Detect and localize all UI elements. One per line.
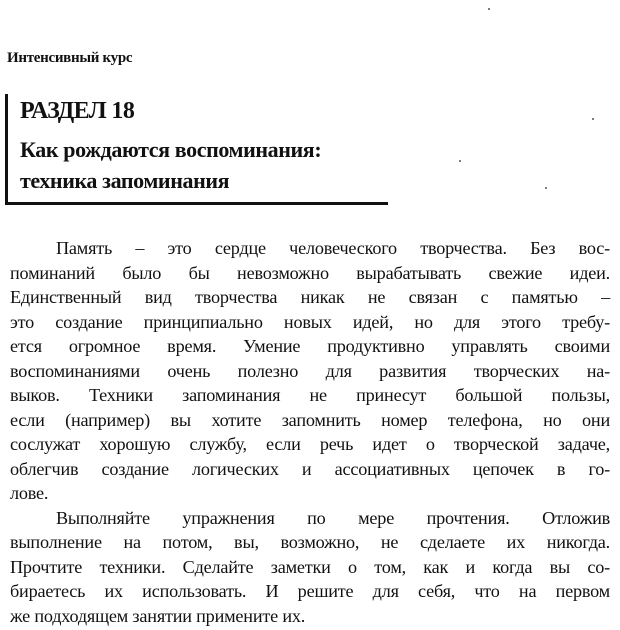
- scan-speck: [545, 187, 547, 189]
- body-text: [10, 236, 610, 628]
- text-line: ется огромное время. Умение продуктивно управлять своими: [10, 336, 610, 356]
- section-subtitle: [20, 134, 321, 196]
- text-line: же подходящем занятии примените их.: [10, 605, 306, 626]
- paragraph-1: [10, 236, 610, 506]
- text-line: выполнение на потом, вы, возможно, не сделаете их никогда.: [10, 532, 610, 552]
- paragraph-2: [10, 506, 610, 629]
- text-line: облегчив создание логических и ассоциативных цепочек в го-: [10, 458, 610, 479]
- text-line: Выполняйте упражнения по мере прочтения. Отложив: [56, 507, 610, 528]
- scan-speck: [488, 8, 490, 10]
- section-header-block: [5, 94, 388, 205]
- text-line: сослужат хорошую службу, если речь идет о творческой задаче,: [10, 434, 610, 454]
- scan-speck: [459, 160, 461, 162]
- text-line: лове.: [10, 483, 49, 503]
- text-line: выков. Техники запоминания не принесут большой пользы,: [10, 385, 610, 405]
- text-line: Единственный вид творчества никак не связан с памятью –: [10, 287, 610, 307]
- section-subtitle-line: Как рождаются воспоминания:: [20, 137, 322, 162]
- text-line: это создание принципиально новых идей, но для этого требу-: [10, 311, 610, 332]
- text-line: Память – это сердце человеческого творчества. Без вос-: [56, 238, 610, 258]
- text-line: Прочтите техники. Сделайте заметки о том, как и когда вы со-: [10, 556, 610, 577]
- text-line: если (например) вы хотите запомнить номер телефона, но они: [10, 409, 610, 430]
- section-title: РАЗДЕЛ 18: [20, 98, 135, 124]
- text-line: воспоминаниями очень полезно для развития творческих на-: [10, 360, 610, 381]
- section-subtitle-line: техника запоминания: [20, 168, 230, 193]
- scan-speck: [592, 118, 594, 120]
- running-head: Интенсивный курс: [7, 50, 133, 66]
- text-line: бираетесь их использовать. И решите для себя, что на первом: [10, 581, 610, 601]
- text-line: поминаний было бы невозможно вырабатывать свежие идеи.: [10, 262, 610, 283]
